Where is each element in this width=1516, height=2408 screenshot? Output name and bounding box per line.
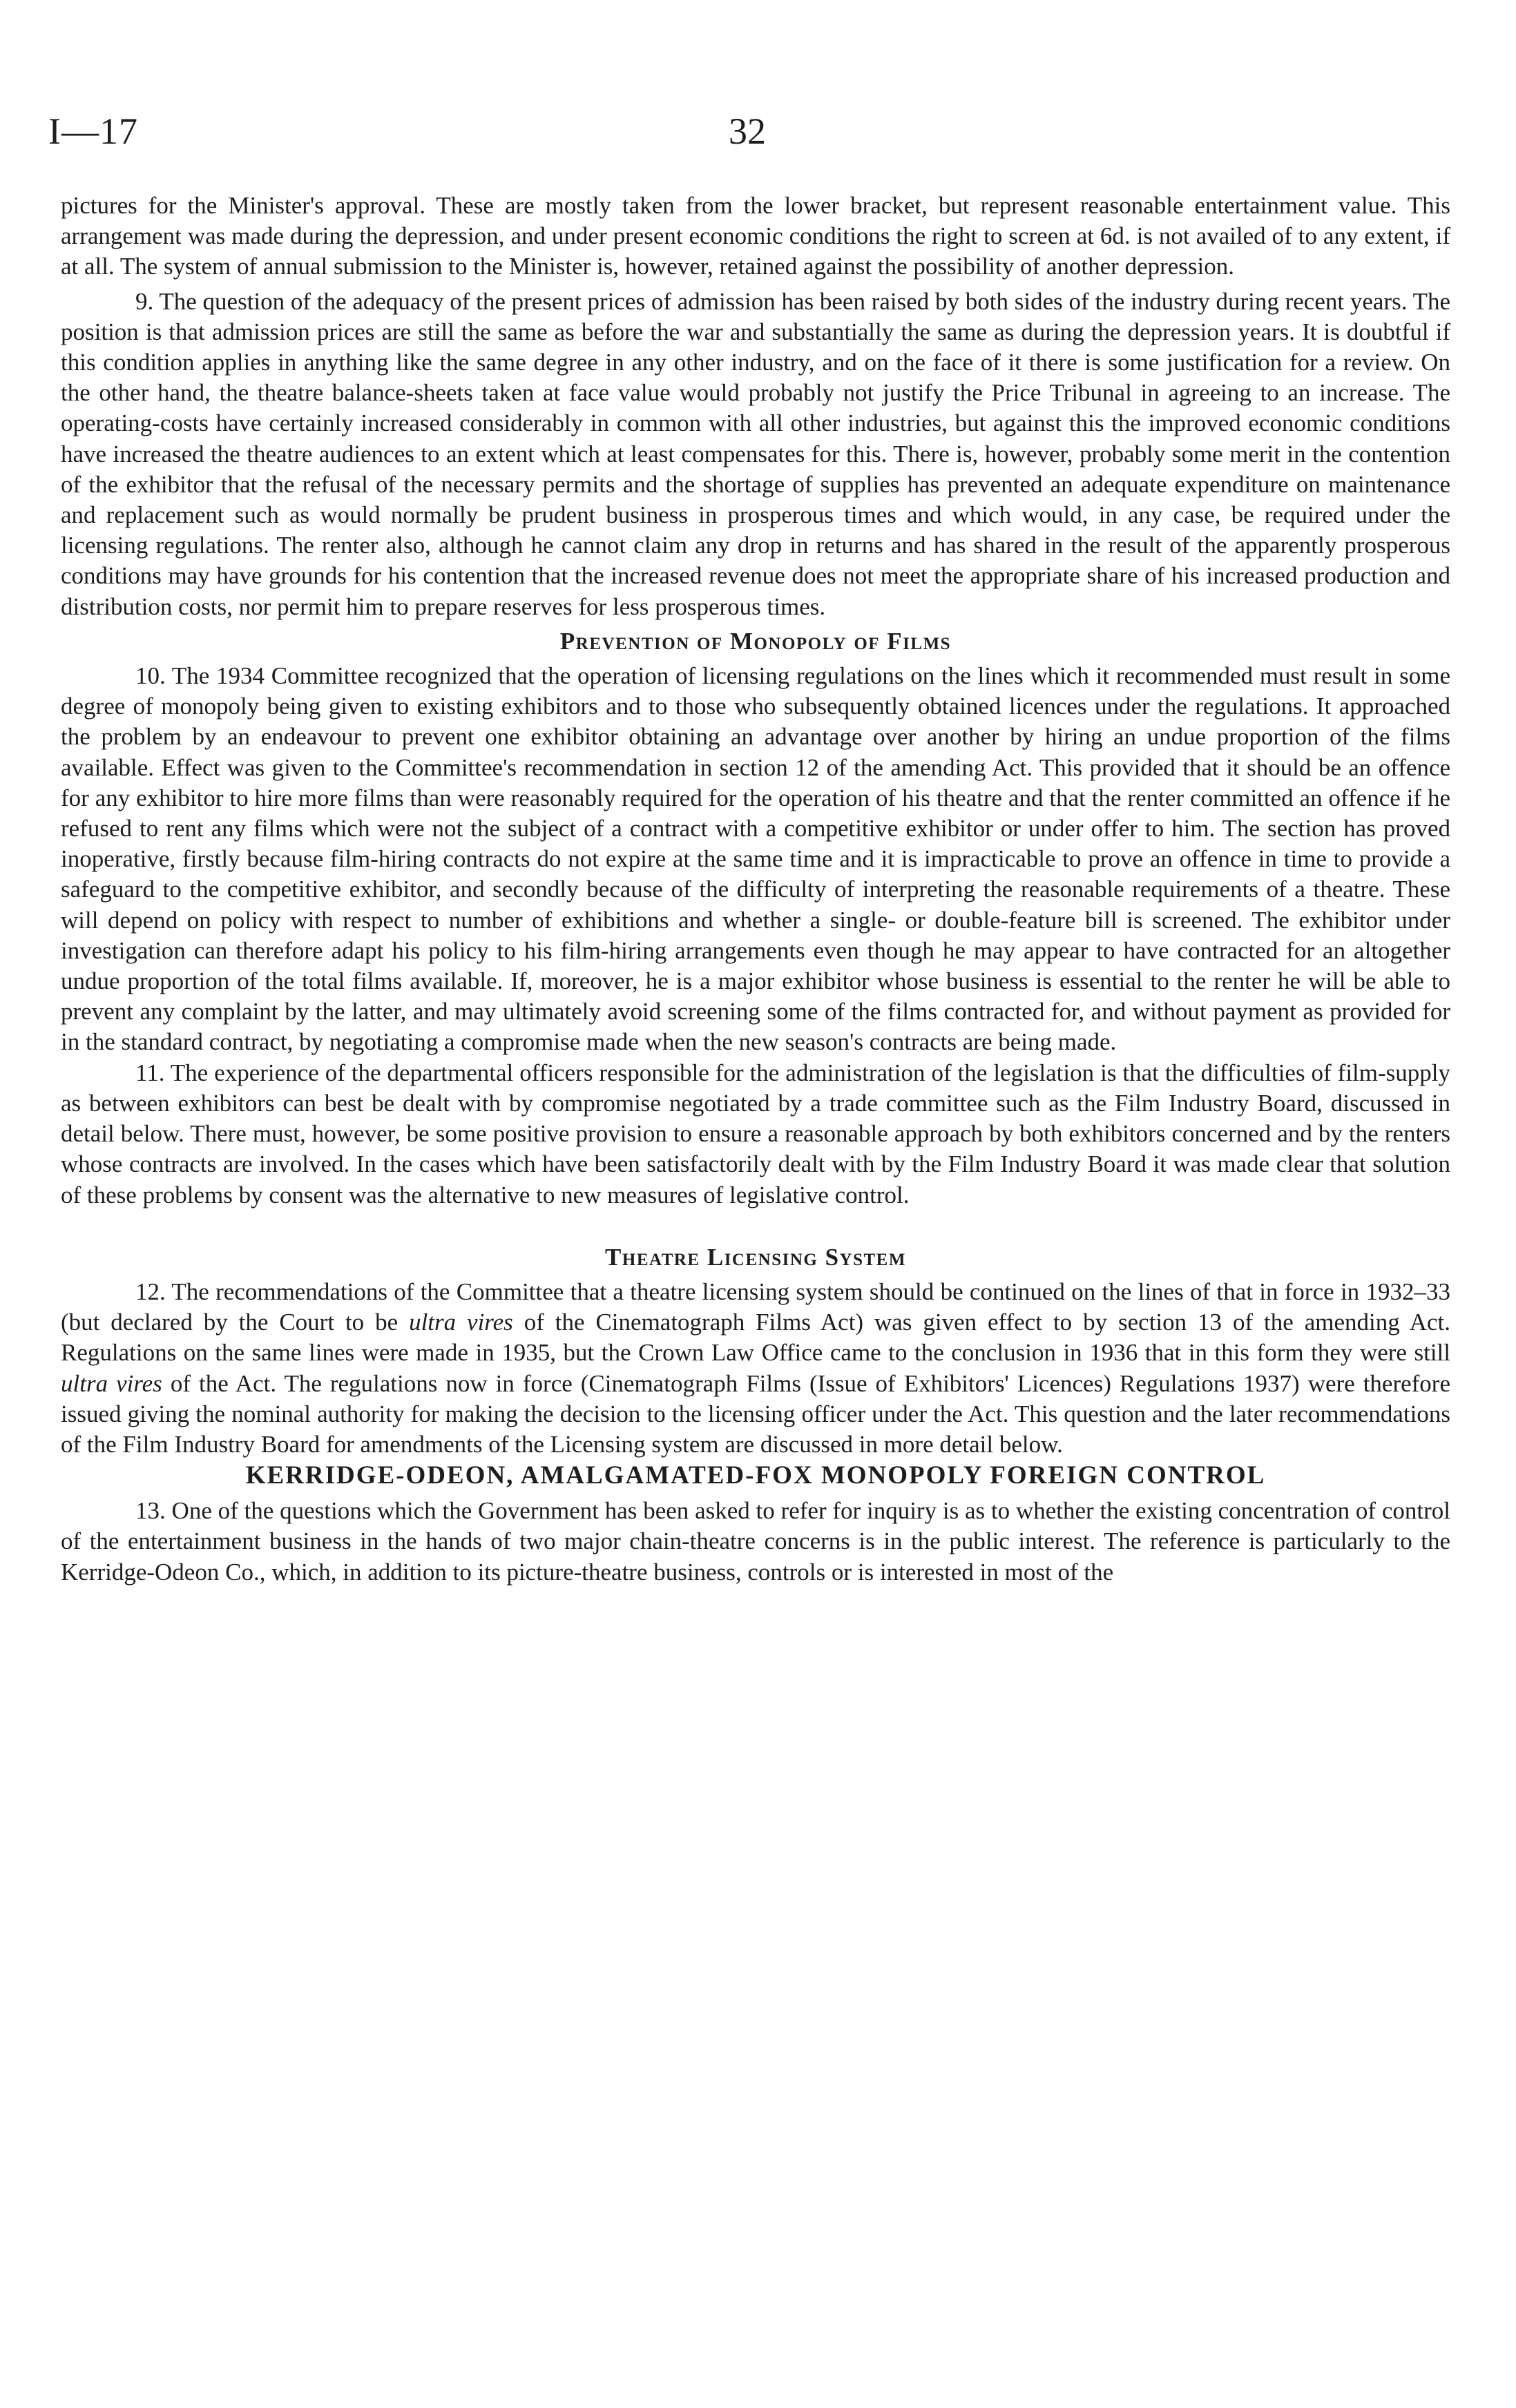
paragraph-12 xyxy=(61,1277,1450,1460)
page-header xyxy=(0,104,1516,159)
paragraph-11: 11. The experience of the departmental officers responsible for the administration of the legislation is that the difficulties of film-supply as between exhibitors can best be dealt with by compromise negotiated by a trade committee such as the Film Industry Board, discussed in detail below. There must, however, be some positive provision to ensure a reasonable approach by both exhibitors concerned and by the renters whose contracts are involved. In the cases which have been satisfactorily dealt with by the Film Industry Board it was made clear that solution of these problems by consent was the alternative to new measures of legislative control. xyxy=(61,1059,1450,1208)
paragraph-13: 13. One of the questions which the Government has been asked to refer for inquiry is as to whether the existing concentration of control of the entertainment business in the hands of two major chain-theatre concerns is in the public interest. The reference is particularly to the Kerridge-Odeon Co., which, in addition to its picture-theatre business, controls or is interested in most of the xyxy=(61,1497,1450,1586)
body-text xyxy=(61,191,1450,1588)
paragraph-12-text-b: of the Cinematograph Films Act) was given effect to by section 13 of the amending Act. Regulations on the same lines were made in 1935, but the Crown Law Office came to the conclusion in 1936 that in this form they were still xyxy=(61,1309,1451,1367)
continued-paragraph: pictures for the Minister's approval. These are mostly taken from the lower bracket, but represent reasonable entertainment value. This arrangement was made during the depression, and under present economic conditions the right to screen at 6d. is not availed of to any extent, if at all. The system of annual submission to the Minister is, however, retained against the possibility of another depression. xyxy=(61,192,1450,280)
paragraph-9: 9. The question of the adequacy of the present prices of admission has been raised by both sides of the industry during recent years. The position is that admission prices are still the same as before the war and substantially the same as during the depression years. It is doubtful if this condition applies in anything like the same degree in any other industry, and on the face of it there is some justification for a review. On the other hand, the theatre balance-sheets taken at face value would probably not justify the Price Tribunal in agreeing to an increase. The operating-costs have certainly increased considerably in common with all other industries, but against this the improved economic conditions have increased the theatre audiences to an extent which at least compensates for this. There is, however, probably some merit in the contention of the exhibitor that the refusal of the necessary permits and the shortage of supplies has prevented an adequate expenditure on maintenance and replacement such as would normally be prudent business in prosperous times and which would, in any case, be required under the licensing regulations. The renter also, although he cannot claim any drop in returns and has shared in the result of the apparently prosperous conditions may have grounds for his contention that the increased revenue does not meet the appropriate share of his increased production and distribution costs, nor permit him to prepare reserves for less prosperous times. xyxy=(61,287,1450,620)
document-reference: I—17 xyxy=(48,110,138,152)
paragraph-12-text-a: 12. The recommendations of the Committee that a theatre licensing system should be continued on the lines of that in force in 1932–33 (but declared by the Court to be xyxy=(61,1278,1450,1336)
section-heading-monopoly: Prevention of Monopoly of Films xyxy=(559,627,952,655)
section-heading-licensing: Theatre Licensing System xyxy=(605,1243,906,1271)
page-number: 32 xyxy=(729,110,766,152)
paragraph-10: 10. The 1934 Committee recognized that the operation of licensing regulations on the lines which it recommended must result in some degree of monopoly being given to existing exhibitors and to those who subsequently obtained licences under the regulations. It approached the problem by an endeavour to prevent one exhibitor obtaining an advantage over another by hiring an undue proportion of the films available. Effect was given to the Committee's recommendation in section 12 of the amending Act. This provided that it should be an offence for any exhibitor to hire more films than were reasonably required for the operation of his theatre and that the renter committed an offence if he refused to rent any films which were not the subject of a contract with a competitive exhibitor or under offer to him. The section has proved inoperative, firstly because film-hiring contracts do not expire at the same time and it is impracticable to prove an offence in time to provide a safeguard to the competitive exhibitor, and secondly because of the difficulty of interpreting the reasonable requirements of a theatre. These will depend on policy with respect to number of exhibitions and whether a single- or double-feature bill is screened. The exhibitor under investigation can therefore adapt his policy to his film-hiring arrangements even though he may appear to have contracted for an altogether undue proportion of the total films available. If, moreover, he is a major exhibitor whose business is essential to the renter he will be able to prevent any complaint by the latter, and may ultimately avoid screening some of the films contracted for, and without payment as provided for in the standard contract, by negotiating a compromise made when the new season's contracts are being made. xyxy=(61,662,1450,1056)
paragraph-12-ultra-vires-2: ultra vires xyxy=(61,1369,162,1397)
paragraph-12-text-c: of the Act. The regulations now in force (Cinematograph Films (Issue of Exhibitors' Licences) Regulations 1937) were therefore issued giving the nominal authority for making the decision to the licensing officer under the Act. This question and the later recommendations of the Film Industry Board for amendments of the Licensing system are discussed in more detail below. xyxy=(61,1369,1450,1458)
section-heading-kerridge: KERRIDGE-ODEON, AMALGAMATED-FOX MONOPOLY FOREIGN CONTROL xyxy=(245,1461,1266,1490)
paragraph-12-ultra-vires-1: ultra vires xyxy=(409,1309,513,1336)
